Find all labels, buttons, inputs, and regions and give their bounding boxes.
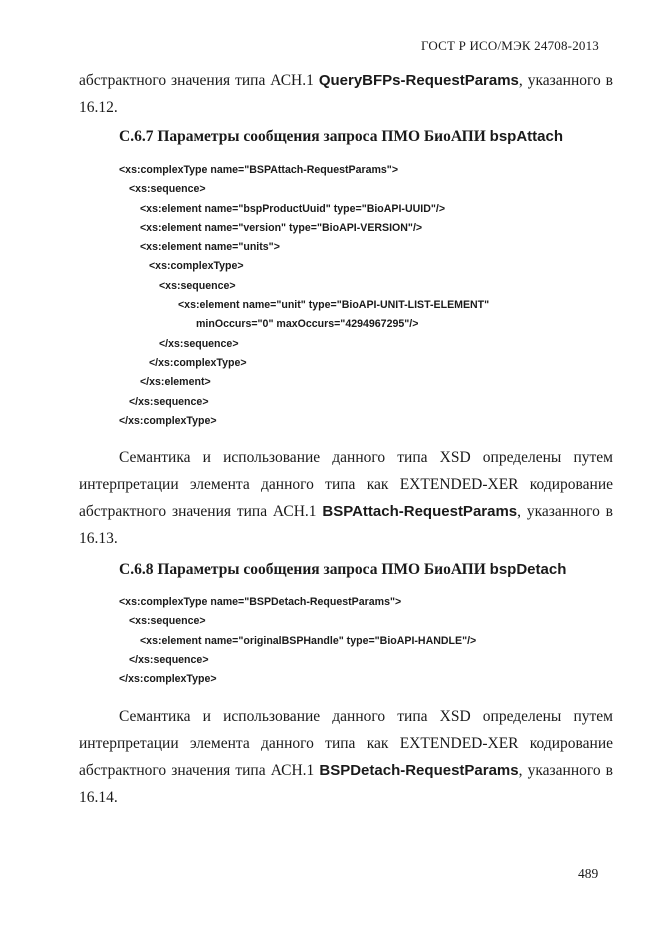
code-line: </xs:sequence> [129,395,209,408]
code-line: </xs:complexType> [149,356,247,369]
page-number: 489 [578,866,599,881]
code-line: </xs:complexType> [119,414,217,427]
code-line: <xs:complexType name="BSPDetach-RequestParams"> [119,596,402,608]
standard-header: ГОСТ Р ИСО/МЭК 24708-2013 [420,38,599,53]
semantics-type-name: BSPDetach-RequestParams [319,762,519,779]
section-heading-bspdetach [119,561,566,579]
code-line: </xs:sequence> [129,653,209,666]
code-line: <xs:complexType name="BSPAttach-RequestParams"> [119,164,399,176]
intro-type-name: QueryBFPs-RequestParams [318,72,519,89]
code-line: </xs:sequence> [159,337,239,350]
semantics-text-after: , указанного в 16.14. [79,762,613,806]
code-line: <xs:element name="originalBSPHandle" type="BioAPI-HANDLE"/> [140,634,477,647]
code-line: <xs:element name="bspProductUuid" type="BioAPI-UUID"/> [140,202,446,215]
code-line: </xs:complexType> [119,673,217,686]
semantics-text-after: , указанного в 16.13. [79,503,614,547]
intro-text-after: , указанного в 16.12. [79,72,614,116]
code-line: <xs:sequence> [129,183,206,196]
xsd-code-block-bspattach [119,161,489,431]
code-line: <xs:complexType> [149,260,244,273]
heading-text: С.6.8 Параметры сообщения запроса ПМО БиоАПИ [119,561,490,578]
code-line: <xs:element name="version" type="BioAPI-VERSION"/> [140,221,423,234]
heading-keyword: bspDetach [489,561,567,578]
code-line: <xs:sequence> [129,615,206,628]
code-line: minOccurs="0" maxOccurs="4294967295"/> [196,318,419,331]
xsd-code-block-bspdetach [119,593,476,689]
semantics-text-before: Семантика и использование данного типа XSD определены путем интерпретации элемента данного типа как EXTENDED-XER кодирование абстрактного значения типа АСН.1 [79,449,613,520]
heading-keyword: bspAttach [489,128,564,145]
code-line: <xs:element name="units"> [140,241,280,254]
intro-paragraph [79,67,613,121]
semantics-paragraph-bspattach [79,444,613,552]
intro-text-before: абстрактного значения типа АСН.1 [79,72,319,89]
semantics-paragraph-bspdetach [79,703,613,811]
semantics-type-name: BSPAttach-RequestParams [322,503,518,520]
section-heading-bspattach [119,128,563,146]
code-line: <xs:sequence> [159,279,236,292]
code-line: <xs:element name="unit" type="BioAPI-UNIT-LIST-ELEMENT" [178,299,490,312]
code-line: </xs:element> [140,376,211,389]
semantics-text-before: Семантика и использование данного типа XSD определены путем интерпретации элемента данного типа как EXTENDED-XER кодирование абстрактного значения типа АСН.1 [79,708,613,779]
heading-text: С.6.7 Параметры сообщения запроса ПМО БиоАПИ [119,128,490,145]
